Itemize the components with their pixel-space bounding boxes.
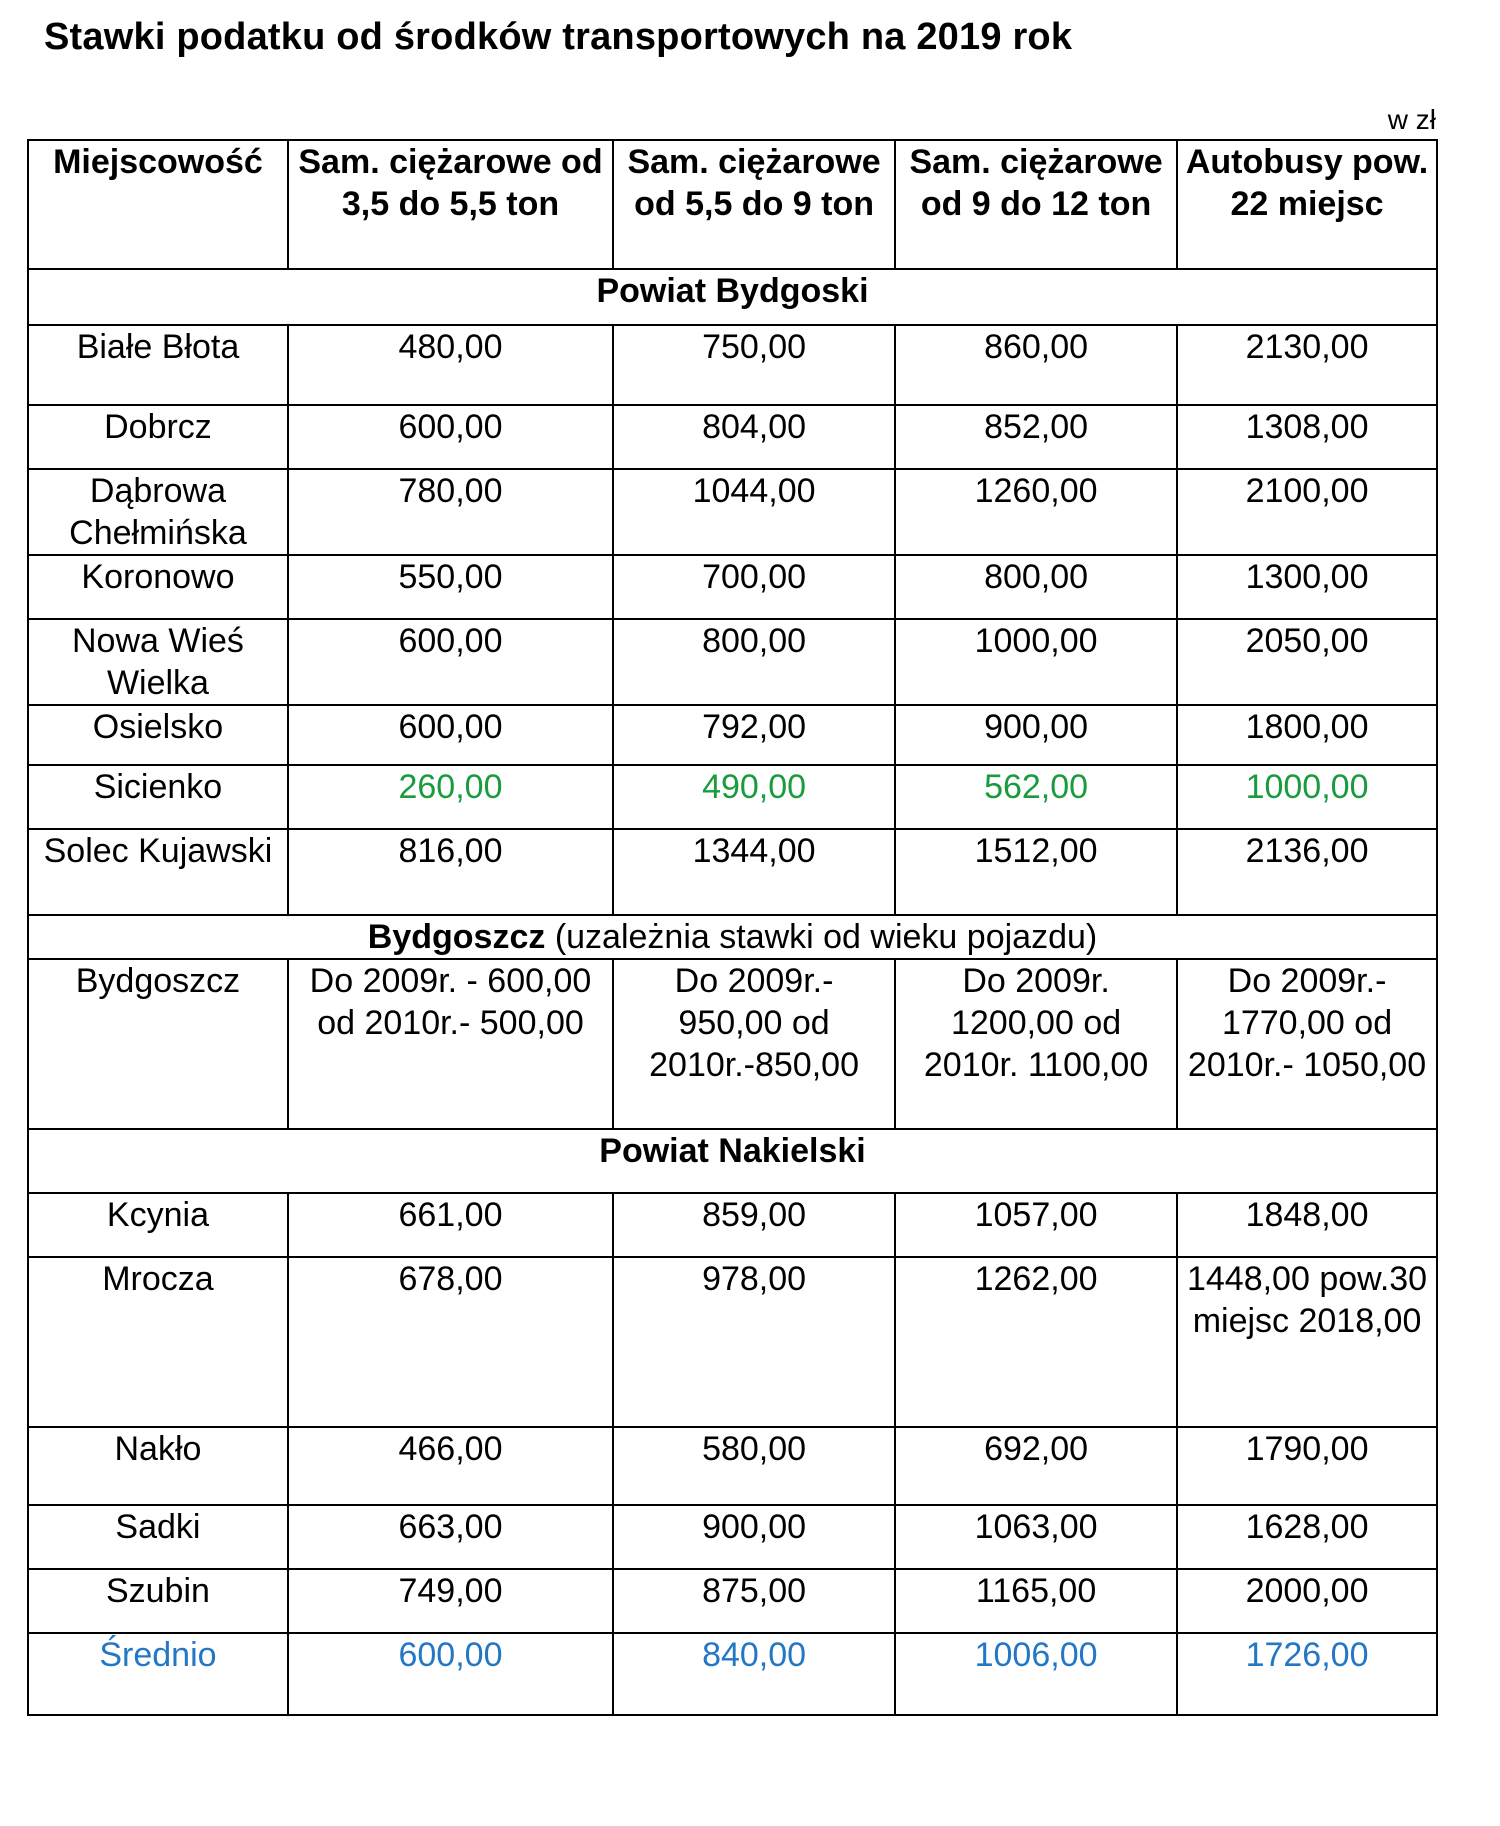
rate-cell: 860,00 <box>895 325 1177 405</box>
rate-cell: 1165,00 <box>895 1569 1177 1633</box>
page-title: Stawki podatku od środków transportowych na 2019 rok <box>44 16 1073 58</box>
city-cell: Bydgoszcz <box>28 959 288 1129</box>
rate-cell: 804,00 <box>613 405 895 469</box>
section-title: Powiat Nakielski <box>28 1129 1437 1193</box>
rate-cell: 600,00 <box>288 619 613 705</box>
table-row <box>28 1257 1437 1427</box>
rate-cell: Do 2009r.- 950,00 od 2010r.-850,00 <box>613 959 895 1129</box>
city-cell: Nakło <box>28 1427 288 1505</box>
rate-cell: 875,00 <box>613 1569 895 1633</box>
rate-cell: 978,00 <box>613 1257 895 1427</box>
rate-cell-highlight: 490,00 <box>613 765 895 829</box>
rate-cell: Do 2009r.- 1770,00 od 2010r.- 1050,00 <box>1177 959 1437 1129</box>
table-row <box>28 705 1437 765</box>
header-cell: Autobusy pow. 22 miejsc <box>1177 140 1437 269</box>
rate-cell: 1308,00 <box>1177 405 1437 469</box>
city-cell: Sadki <box>28 1505 288 1569</box>
average-cell: 600,00 <box>288 1633 613 1715</box>
rate-cell: 1628,00 <box>1177 1505 1437 1569</box>
table-row <box>28 1193 1437 1257</box>
city-cell: Sicienko <box>28 765 288 829</box>
rate-cell: 800,00 <box>895 555 1177 619</box>
rate-cell: 661,00 <box>288 1193 613 1257</box>
rate-cell: 1300,00 <box>1177 555 1437 619</box>
rate-cell: 792,00 <box>613 705 895 765</box>
table-row <box>28 765 1437 829</box>
section-note: (uzależnia stawki od wieku pojazdu) <box>545 918 1098 956</box>
average-cell: 1726,00 <box>1177 1633 1437 1715</box>
rate-cell-highlight: 1000,00 <box>1177 765 1437 829</box>
table-row <box>28 1569 1437 1633</box>
section-city: Bydgoszcz <box>367 918 546 956</box>
header-cell: Sam. ciężarowe od 9 do 12 ton <box>895 140 1177 269</box>
unit-label: w zł <box>1387 104 1436 135</box>
city-cell: Dąbrowa Chełmińska <box>28 469 288 555</box>
average-cell: 1006,00 <box>895 1633 1177 1715</box>
rate-cell: 1344,00 <box>613 829 895 915</box>
rate-cell: 2136,00 <box>1177 829 1437 915</box>
rate-cell: 678,00 <box>288 1257 613 1427</box>
rate-cell: 600,00 <box>288 705 613 765</box>
city-cell: Mrocza <box>28 1257 288 1427</box>
city-cell: Koronowo <box>28 555 288 619</box>
section-title <box>28 915 1437 959</box>
rate-cell: 1448,00 pow.30 miejsc 2018,00 <box>1177 1257 1437 1427</box>
rate-cell: Do 2009r. - 600,00 od 2010r.- 500,00 <box>288 959 613 1129</box>
rate-cell: 1848,00 <box>1177 1193 1437 1257</box>
rate-cell: 1800,00 <box>1177 705 1437 765</box>
rate-cell: 900,00 <box>613 1505 895 1569</box>
rate-cell: 1260,00 <box>895 469 1177 555</box>
rate-cell: 1790,00 <box>1177 1427 1437 1505</box>
rate-cell: 2050,00 <box>1177 619 1437 705</box>
rate-cell: 2000,00 <box>1177 1569 1437 1633</box>
rate-cell: 900,00 <box>895 705 1177 765</box>
rate-cell: 800,00 <box>613 619 895 705</box>
rate-cell: 749,00 <box>288 1569 613 1633</box>
rate-cell: 600,00 <box>288 405 613 469</box>
rate-cell: 816,00 <box>288 829 613 915</box>
section-title: Powiat Bydgoski <box>28 269 1437 325</box>
city-cell: Dobrcz <box>28 405 288 469</box>
rate-cell: 1000,00 <box>895 619 1177 705</box>
city-cell: Szubin <box>28 1569 288 1633</box>
rate-cell: 1057,00 <box>895 1193 1177 1257</box>
rate-cell: 2130,00 <box>1177 325 1437 405</box>
table-row <box>28 959 1437 1129</box>
table-row <box>28 619 1437 705</box>
rate-cell-highlight: 562,00 <box>895 765 1177 829</box>
rate-cell: 550,00 <box>288 555 613 619</box>
city-cell: Białe Błota <box>28 325 288 405</box>
table-row <box>28 829 1437 915</box>
city-cell: Osielsko <box>28 705 288 765</box>
average-label: Średnio <box>28 1633 288 1715</box>
rate-cell: 750,00 <box>613 325 895 405</box>
section-row <box>28 915 1437 959</box>
table-row <box>28 405 1437 469</box>
rate-cell: 466,00 <box>288 1427 613 1505</box>
rate-cell: 580,00 <box>613 1427 895 1505</box>
rate-cell: 1262,00 <box>895 1257 1177 1427</box>
rate-cell: 700,00 <box>613 555 895 619</box>
table-row <box>28 325 1437 405</box>
tax-rates-table <box>27 139 1438 1716</box>
header-row <box>28 140 1437 269</box>
rate-cell: 852,00 <box>895 405 1177 469</box>
section-row <box>28 269 1437 325</box>
table-row <box>28 555 1437 619</box>
rate-cell: 1063,00 <box>895 1505 1177 1569</box>
rate-cell: 692,00 <box>895 1427 1177 1505</box>
city-cell: Solec Kujawski <box>28 829 288 915</box>
average-row <box>28 1633 1437 1715</box>
header-cell: Sam. ciężarowe od 3,5 do 5,5 ton <box>288 140 613 269</box>
rate-cell: 1512,00 <box>895 829 1177 915</box>
city-cell: Nowa Wieś Wielka <box>28 619 288 705</box>
table-row <box>28 1427 1437 1505</box>
header-cell: Sam. ciężarowe od 5,5 do 9 ton <box>613 140 895 269</box>
rate-cell: 859,00 <box>613 1193 895 1257</box>
rate-cell: 480,00 <box>288 325 613 405</box>
section-row <box>28 1129 1437 1193</box>
average-cell: 840,00 <box>613 1633 895 1715</box>
header-cell: Miejscowość <box>28 140 288 269</box>
rate-cell-highlight: 260,00 <box>288 765 613 829</box>
rate-cell: 780,00 <box>288 469 613 555</box>
rate-cell: 1044,00 <box>613 469 895 555</box>
rate-cell: 2100,00 <box>1177 469 1437 555</box>
table-row <box>28 469 1437 555</box>
rate-cell: 663,00 <box>288 1505 613 1569</box>
city-cell: Kcynia <box>28 1193 288 1257</box>
table-row <box>28 1505 1437 1569</box>
rate-cell: Do 2009r. 1200,00 od 2010r. 1100,00 <box>895 959 1177 1129</box>
